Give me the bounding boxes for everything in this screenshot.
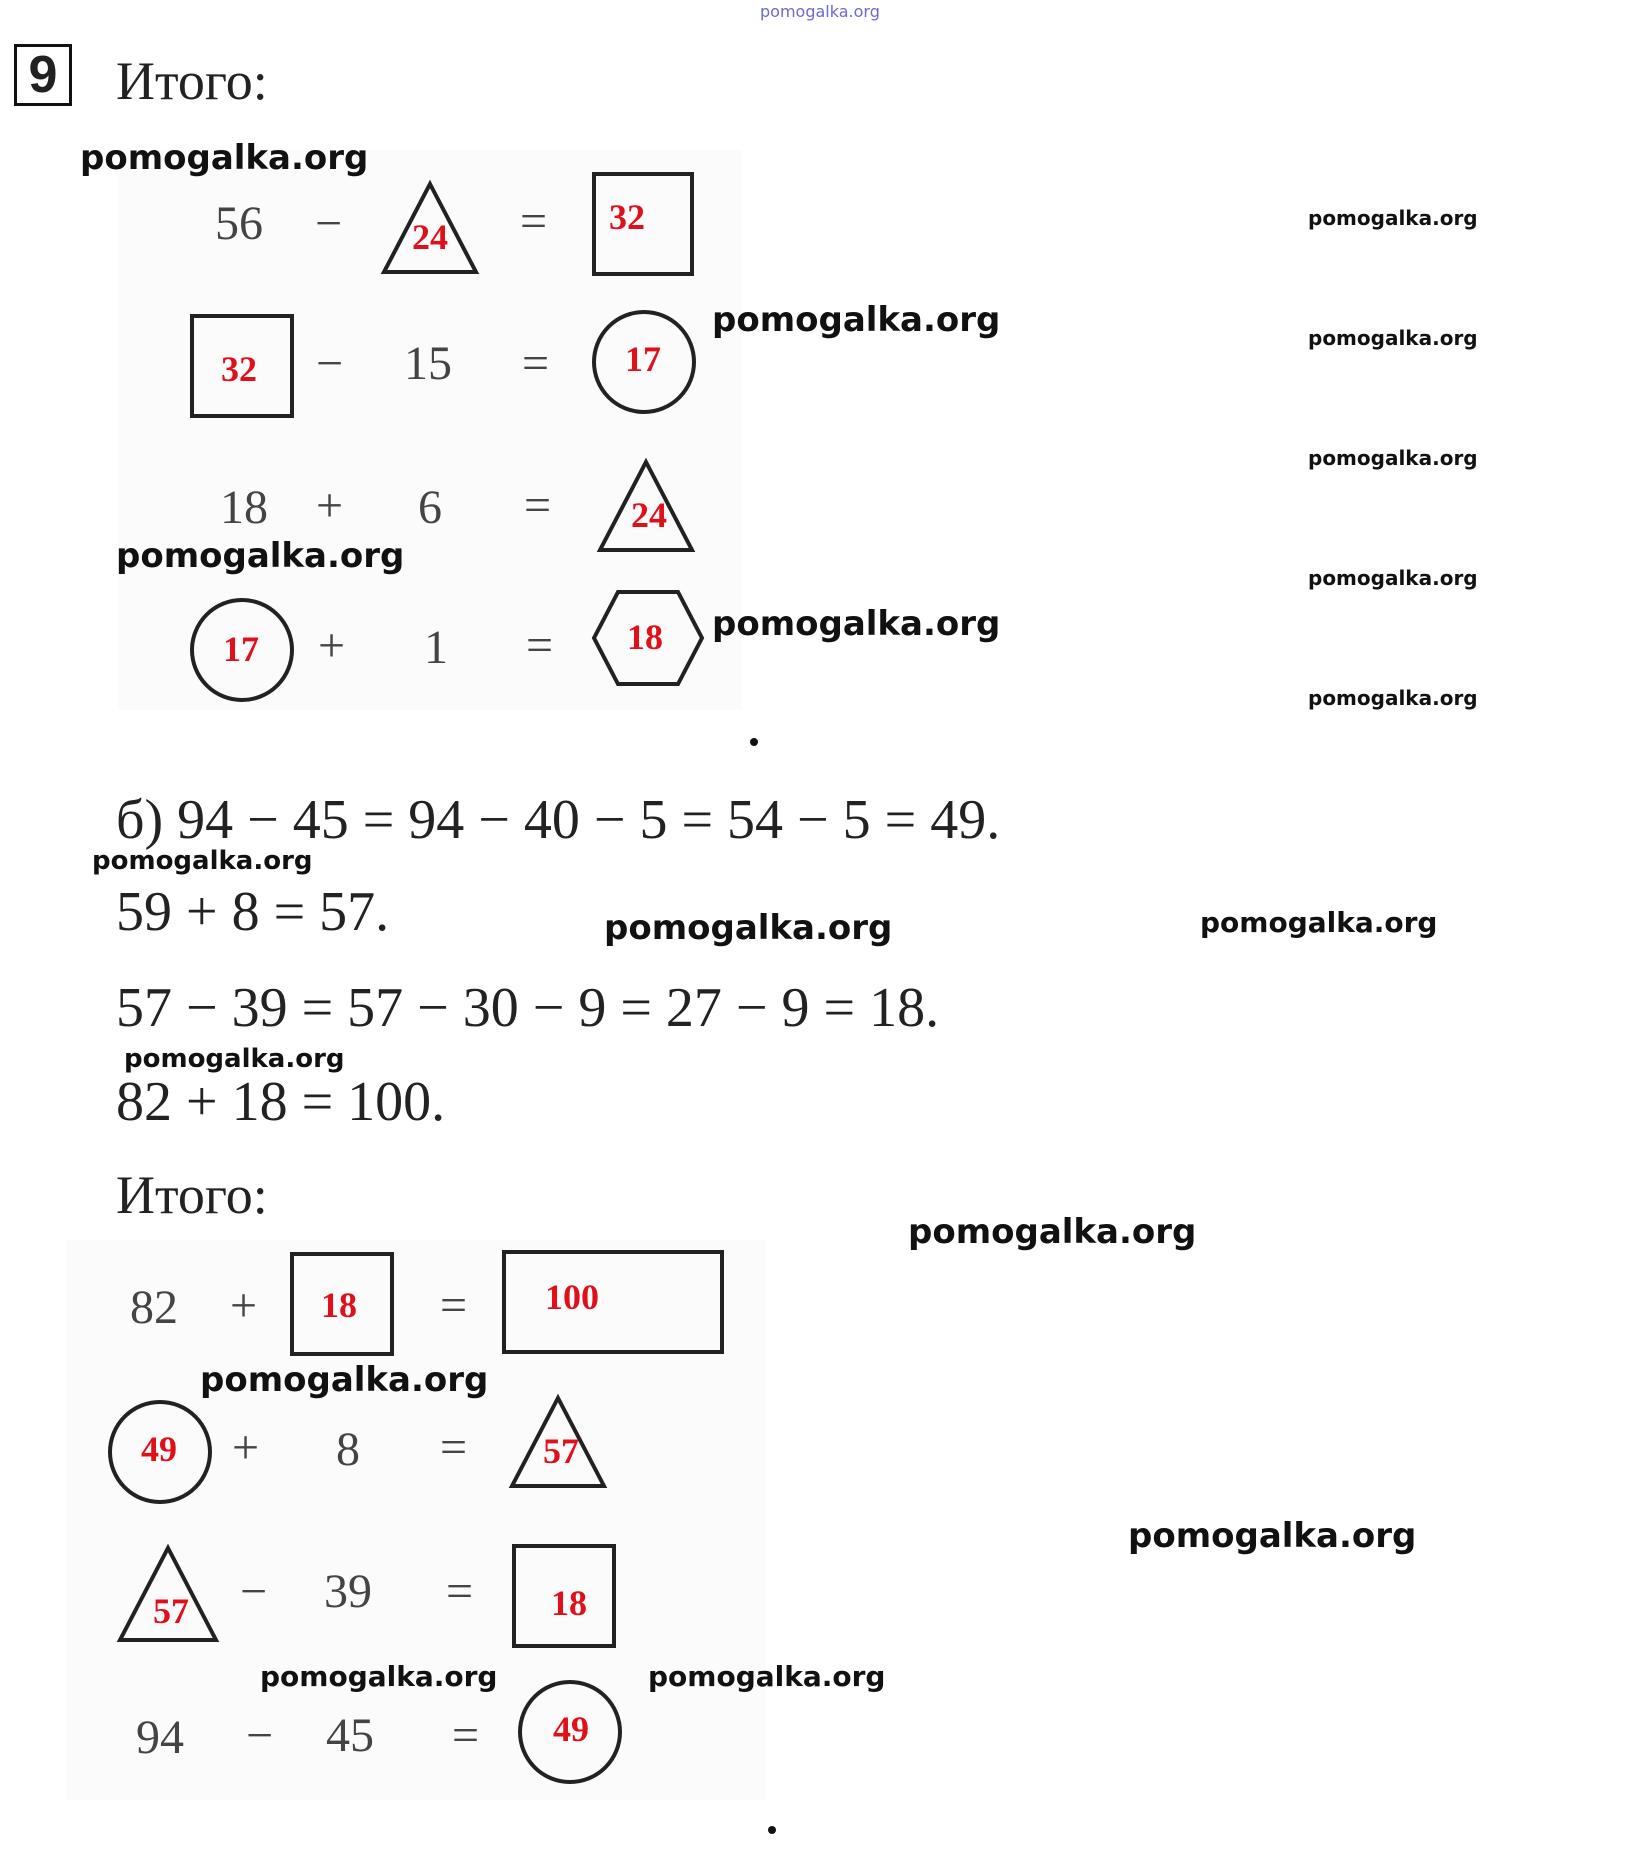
b-row2-circ-value: 49	[141, 1429, 177, 1469]
b-row3-b: 39	[324, 1565, 372, 1618]
equation-line: 82 + 18 = 100.	[116, 1071, 446, 1133]
watermark: pomogalka.org	[200, 1360, 489, 1400]
row2-eq: =	[522, 337, 550, 390]
separator-dot	[768, 1826, 776, 1834]
b-row2-eq: =	[440, 1421, 468, 1474]
row3-op: +	[316, 479, 344, 532]
row4-circ-value: 17	[223, 629, 259, 669]
watermark: pomogalka.org	[908, 1212, 1197, 1252]
watermark-top: pomogalka.org	[760, 2, 880, 21]
row4-op: +	[318, 619, 346, 672]
row1-eq: =	[520, 195, 548, 248]
watermark: pomogalka.org	[712, 300, 1001, 340]
b-row4-a: 94	[136, 1711, 184, 1764]
watermark: pomogalka.org	[80, 138, 369, 178]
watermark: pomogalka.org	[1308, 686, 1478, 710]
row1-op: −	[315, 197, 343, 250]
b-row3-op: −	[240, 1565, 268, 1618]
b-row1-a: 82	[130, 1281, 178, 1334]
row4-eq: =	[526, 619, 554, 672]
b-row4-b: 45	[326, 1709, 374, 1762]
watermark: pomogalka.org	[1308, 566, 1478, 590]
equation-line: 59 + 8 = 57.	[116, 881, 390, 943]
row4-b: 1	[424, 621, 448, 674]
b-row1-eq: =	[440, 1279, 468, 1332]
b-row2-tri-value: 57	[543, 1431, 579, 1471]
b-row2-op: +	[232, 1421, 260, 1474]
row2-circ-value: 17	[625, 339, 661, 379]
watermark: pomogalka.org	[1200, 906, 1438, 939]
row2-box-value: 32	[221, 349, 257, 389]
row2-b: 15	[404, 337, 452, 390]
row2-op: −	[316, 337, 344, 390]
b-row3-tri-value: 57	[153, 1591, 189, 1631]
problem-number: 9	[14, 44, 72, 106]
watermark: pomogalka.org	[116, 536, 405, 576]
b-row4-circ-value: 49	[553, 1709, 589, 1749]
b-row1-op: +	[230, 1279, 258, 1332]
equation-line: 57 − 39 = 57 − 30 − 9 = 27 − 9 = 18.	[116, 977, 940, 1039]
row1-box-value: 32	[609, 197, 645, 237]
separator-dot	[750, 738, 758, 746]
b-row4-eq: =	[452, 1709, 480, 1762]
watermark: pomogalka.org	[124, 1044, 345, 1074]
watermark: pomogalka.org	[1308, 206, 1478, 230]
row3-b: 6	[418, 481, 442, 534]
watermark: pomogalka.org	[92, 846, 313, 876]
watermark: pomogalka.org	[604, 908, 893, 948]
watermark: pomogalka.org	[712, 604, 1001, 644]
equation-line: б) 94 − 45 = 94 − 40 − 5 = 54 − 5 = 49.	[116, 789, 1001, 851]
watermark: pomogalka.org	[260, 1660, 498, 1693]
row4-hex-value: 18	[627, 617, 663, 657]
b-row2-b: 8	[336, 1423, 360, 1476]
heading-top: Итого:	[116, 51, 268, 111]
b-row1-box-value: 18	[321, 1285, 357, 1325]
b-row3-eq: =	[446, 1565, 474, 1618]
row3-eq: =	[524, 479, 552, 532]
b-row4-op: −	[246, 1709, 274, 1762]
row3-a: 18	[220, 481, 268, 534]
row1-a: 56	[215, 197, 263, 250]
row3-tri-value: 24	[631, 495, 667, 535]
b-row1-rect-value: 100	[545, 1277, 599, 1317]
b-row3-box-value: 18	[551, 1583, 587, 1623]
watermark: pomogalka.org	[1128, 1516, 1417, 1556]
watermark: pomogalka.org	[1308, 446, 1478, 470]
watermark: pomogalka.org	[648, 1660, 886, 1693]
row1-tri-value: 24	[412, 217, 448, 257]
heading-bottom: Итого:	[116, 1165, 268, 1225]
watermark: pomogalka.org	[1308, 326, 1478, 350]
